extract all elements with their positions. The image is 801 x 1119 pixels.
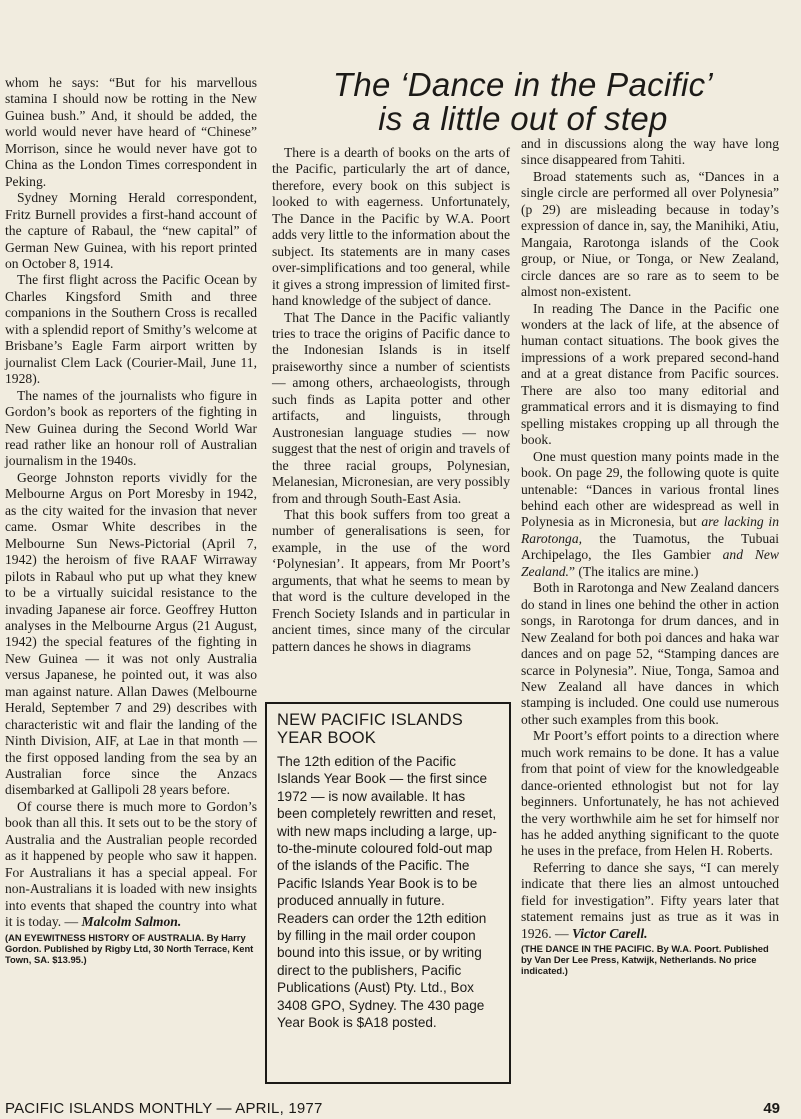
book-credit-dance-in-pacific: (THE DANCE IN THE PACIFIC. By W.A. Poort. Published by Van Der Lee Press, Katwijk, Netherlands. No price indicated.): [521, 943, 769, 977]
left-paragraph-6-text: Of course there is much more to Gordon’s book than all this. It sets out to be the story of Australia and the Australian people recorded as it happened by people who saw it happen. For Australians it has a special appeal. For non-Australians it is loaded with new insights into events that shaped the country into what it is today. —: [5, 798, 257, 930]
right-paragraph-3: In reading The Dance in the Pacific one wonders at the lack of life, at the absence of human contact situations. The book gives the impressions of a work prepared second-hand and at a great distance from Pacific sources. There are also too many editorial and grammatical errors and it is dismaying to find spelling mistakes cropping up all through the book.: [521, 300, 779, 448]
left-paragraph-1: whom he says: “But for his marvellous stamina I should now be rotting in the New Guinea bush.” And, it should be added, the world would never have heard of “Chinese” Morrison, since he would never have got to China as the London Times correspondent in Peking.: [5, 75, 257, 189]
right-paragraph-4-italic-1: are lacking in Rarotonga,: [521, 514, 780, 546]
right-paragraph-4-a: One must question many points made in the book. On page 29, the following quote is quite untenable: “Dances in various frontal lines behind each other are widespread as well in Polynesia as in Micronesia, but: [521, 448, 779, 530]
left-column: [5, 75, 257, 965]
right-paragraph-5: Both in Rarotonga and New Zealand dancers do stand in lines one behind the other in action songs, in Rarotonga for drum dances, and in New Zealand for both poi dances and haka war dances and on page 52, “Stamping dances are scarce in Polynesia”. Niue, Tonga, Samoa and New Zealand all have dances in which stamping is included. One could use numerous other such examples from this book.: [521, 580, 779, 727]
year-book-body-1: The 12th edition of the Pacific Islands Year Book — the first since 1972 — is now available. It has been completely rewritten and reset, with new maps including a large, up-to-the-minute coloured fold-out map of the islands of the Pacific. The Pacific Islands Year Book is to be produced annually in future.: [277, 754, 497, 909]
right-paragraph-1: and in discussions along the way have long since disappeared from Tahiti.: [521, 136, 779, 168]
middle-paragraph-2: That The Dance in the Pacific valiantly tries to trace the origins of Pacific dance to the Indonesian Islands is in itself praiseworthy since a number of scientists — among others, archaeologists, through such finds as Lapita potter and other artifacts, and linguists, through Austronesian language studies — now suggest that the nest of origin and travels of the three racial groups, Polynesian, Melanesian, Micronesian, are very possibly from and through South-East Asia.: [272, 309, 510, 506]
right-paragraph-2: Broad statements such as, “Dances in a single circle are performed all over Polynesia” (p 29) are misleading because in today’s expression of dance in, say, the Manihiki, Atiu, Mangaia, Rarotonga islands of the Cook group, or Niue, or Tonga, or New Zealand, circle dances are so rare as to seem to be almost non-existent.: [521, 168, 779, 300]
page-number: 49: [763, 1100, 780, 1117]
year-book-title-line-2: YEAR BOOK: [277, 729, 376, 747]
right-paragraph-6: Mr Poort’s effort points to a direction where much work remains to be done. It has a value from that point of view for the knowledgeable dance-oriented ethnologist but not for lay beginners. Unfortunately, he has not achieved the very worthwhile aim he set for himself nor has he added anything significant to the quote he uses in the preface, from Helen H. Roberts.: [521, 728, 779, 859]
year-book-notice-box: [265, 702, 511, 1084]
year-book-title-line-1: NEW PACIFIC ISLANDS: [277, 711, 463, 729]
middle-paragraph-3: That this book suffers from too great a number of generalisations is seen, for example, in the use of the word ‘Polynesian’. It appears, from Mr Poort’s arguments, that what he seems to mean by that word is the culture developed in the French Society Islands and in particular in ancient times, since many of the circular pattern dances he shows in diagrams: [272, 506, 510, 654]
headline-line-2: is a little out of step: [378, 100, 668, 137]
right-paragraph-4-italic-2: and New Zealand.: [521, 547, 779, 579]
left-paragraph-2: Sydney Morning Herald correspondent, Fritz Burnell provides a first-hand account of the capture of Rabaul, the “new capital” of German New Guinea, with his report printed on October 8, 1914.: [5, 190, 257, 271]
article-headline: [268, 68, 778, 136]
year-book-notice-body: [277, 753, 499, 1032]
magazine-issue: PACIFIC ISLANDS MONTHLY — APRIL, 1977: [5, 1100, 323, 1117]
left-paragraph-4: The names of the journalists who figure in Gordon’s book as reporters of the fighting in New Guinea during the Second World War read rather like an honour roll of Australian journalism in the 1940s.: [5, 387, 257, 469]
left-paragraph-5: George Johnston reports vividly for the Melbourne Argus on Port Moresby in 1942, as the city waited for the invasion that never came. Osmar White describes in the Melbourne Sun News-Pictorial (April 7, 1942) the heroism of five RAAF Wirraway pilots in Rabaul who put up what they knew to be a virtually suicidal resistance to the invading Japanese air force. Geoffrey Hutton analyses in the Melbourne Argus (21 August, 1942) the special features of the fighting in New Guinea — it was not only Australia versus Japanese, he pointed out, it was also man against nature. Allan Dawes (Melbourne Herald, September 7 and 29) describes with characteristic wit and flair the landing of the Ninth Division, AIF, at Lae in that month — the first opposed landing from the sea by an Australian force since the Anzacs disembarked at Gallipoli 28 years before.: [5, 469, 257, 798]
right-paragraph-7: [521, 860, 779, 942]
page-footer: [5, 1100, 780, 1118]
year-book-notice-title: [277, 711, 499, 747]
right-paragraph-4: [521, 449, 779, 581]
left-paragraph-6: [5, 799, 257, 931]
left-paragraph-3: The first flight across the Pacific Ocean by Charles Kingsford Smith and three companions in the Southern Cross is recalled with a splendid report of Smithy’s welcome at Brisbane’s Eagle Farm airport written by journalist Clem Lack (Courier-Mail, June 11, 1928).: [5, 272, 257, 387]
book-credit-eyewitness-history: (AN EYEWITNESS HISTORY OF AUSTRALIA. By Harry Gordon. Published by Rigby Ltd, 30 North Terrace, Kent Town, SA. $13.95.): [5, 931, 254, 965]
middle-paragraph-1: There is a dearth of books on the arts of the Pacific, particularly the art of dance, therefore, every book on this subject is looked to with eagerness. Unfortunately, The Dance in the Pacific by W.A. Poort adds very little to the information about the subject. Its statements are in many cases over-simplifications and too general, while it gives a strong impression of limited first-hand knowledge of the subject of dance.: [272, 145, 510, 309]
review-byline-salmon: Malcolm Salmon.: [81, 914, 182, 930]
headline-line-1: The ‘Dance in the Pacific’: [332, 66, 714, 103]
review-byline-carell: Victor Carell.: [571, 925, 648, 941]
right-paragraph-4-c: ” (The italics are mine.): [568, 563, 699, 579]
year-book-body-2: Readers can order the 12th edition by filling in the mail order coupon bound into this issue, or by writing direct to the publishers, Pacific Publications (Aust) Pty. Ltd., Box 3408 GPO, Sydney. The 430 page Year Book is $A18 posted.: [277, 910, 487, 1031]
middle-column: [272, 145, 510, 655]
right-paragraph-7-text: Referring to dance she says, “I can merely indicate that there lies an almost untouched field for investigation”. Fifty years later that statement remains just as true as it was in 1926. —: [521, 859, 779, 941]
right-paragraph-4-b: the Tuamotus, the Tubuai Archipelago, the Iles Gambier: [521, 530, 779, 563]
right-column: [521, 136, 779, 976]
